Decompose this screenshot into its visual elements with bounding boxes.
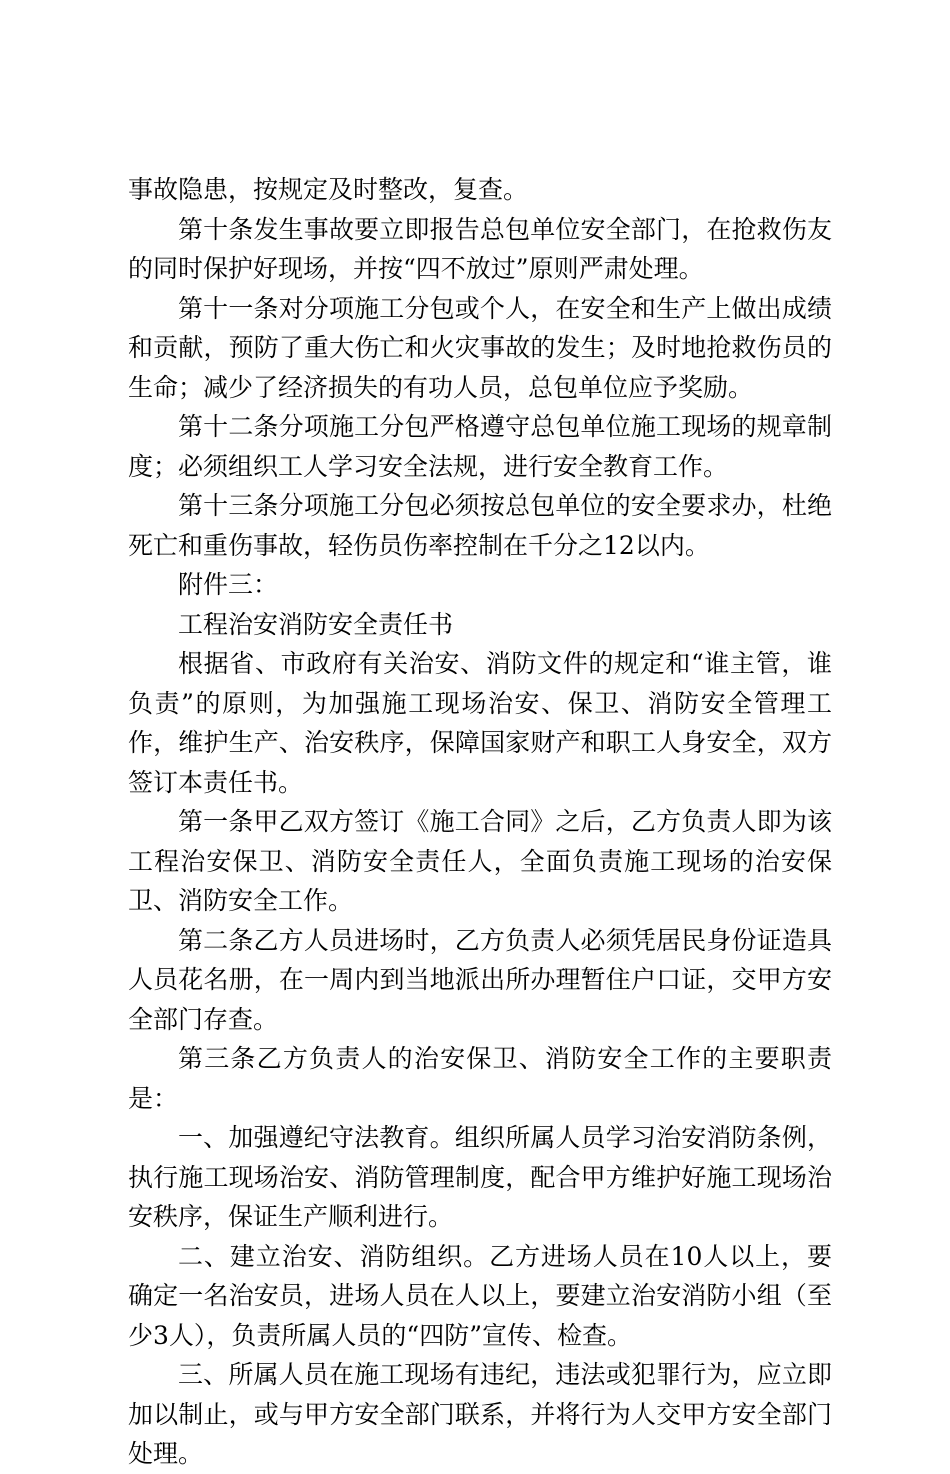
- paragraph-duty-2: 二、建立治安、消防组织。乙方进场人员在10人以上，要确定一名治安员，进场人员在人以上，要建立治安消防小组（至少3人），负责所属人员的“四防”宣传、检查。: [128, 1241, 832, 1350]
- paragraph-article-10: 第十条发生事故要立即报告总包单位安全部门，在抢救伤友的同时保护好现场，并按“四不放过”原则严肃处理。: [128, 214, 832, 283]
- paragraph-article-3: 第三条乙方负责人的治安保卫、消防安全工作的主要职责是：: [128, 1044, 832, 1113]
- document-title: 工程治安消防安全责任书: [178, 609, 454, 639]
- paragraph-article-12: 第十二条分项施工分包严格遵守总包单位施工现场的规章制度；必须组织工人学习安全法规，进行安全教育工作。: [128, 412, 832, 481]
- paragraph-article-13: 第十三条分项施工分包必须按总包单位的安全要求办，杜绝死亡和重伤事故，轻伤员伤率控制在千分之12以内。: [128, 491, 832, 560]
- paragraph-duty-1: 一、加强遵纪守法教育。组织所属人员学习治安消防条例，执行施工现场治安、消防管理制度，配合甲方维护好施工现场治安秩序，保证生产顺利进行。: [128, 1123, 832, 1231]
- paragraph-article-2: 第二条乙方人员进场时，乙方负责人必须凭居民身份证造具人员花名册，在一周内到当地派出所办理暂住户口证，交甲方安全部门存查。: [128, 925, 832, 1034]
- paragraph-article-11: 第十一条对分项施工分包或个人，在安全和生产上做出成绩和贡献，预防了重大伤亡和火灾事故的发生；及时地抢救伤员的生命；减少了经济损失的有功人员，总包单位应予奖励。: [128, 293, 832, 402]
- paragraph-article-1: 第一条甲乙双方签订《施工合同》之后，乙方负责人即为该工程治安保卫、消防安全责任人，全面负责施工现场的治安保卫、消防安全工作。: [128, 807, 832, 915]
- paragraph-preamble: 根据省、市政府有关治安、消防文件的规定和“谁主管，谁负责”的原则，为加强施工现场治安、保卫、消防安全管理工作，维护生产、治安秩序，保障国家财产和职工人身安全，双方签订本责任书。: [128, 649, 832, 797]
- paragraph-duty-3: 三、所属人员在施工现场有违纪，违法或犯罪行为，应立即加以制止，或与甲方安全部门联系，并将行为人交甲方安全部门处理。: [128, 1360, 832, 1468]
- paragraph-continuation: 事故隐患，按规定及时整改，复查。: [128, 175, 529, 204]
- document-page: [128, 170, 832, 1474]
- attachment-heading: 附件三：: [178, 570, 279, 599]
